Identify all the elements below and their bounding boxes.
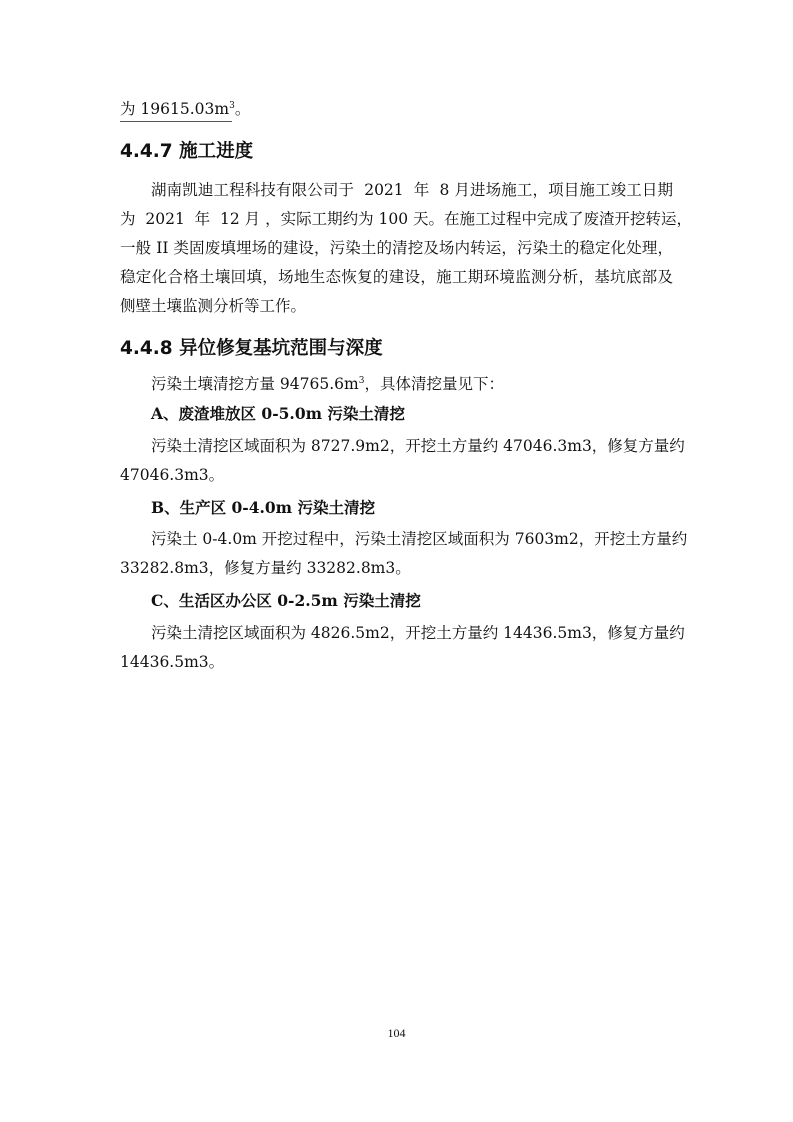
part-b-title: B、生产区 0-4.0m 污染土清挖 bbox=[151, 498, 375, 517]
paragraph-line-1 bbox=[151, 180, 673, 200]
paragraph-line-3-text: 一般 II 类固废填埋场的建设，污染土的清挖及场内转运，污染土的稳定化处理， bbox=[120, 239, 673, 257]
paragraph-line-5: 侧壁土壤监测分析等工作。 bbox=[120, 297, 307, 315]
part-b-line-2: 33282.8m3，修复方量约 33282.8m3。 bbox=[120, 559, 411, 577]
paragraph-line-4 bbox=[120, 267, 673, 287]
part-b-line-1 bbox=[151, 529, 688, 549]
part-a-line-1-text: 污染土清挖区域面积为 8727.9m2，开挖土方量约 47046.3m3，修复方量约 bbox=[151, 437, 685, 455]
part-a-line-1 bbox=[151, 436, 685, 456]
carryover-end: 。 bbox=[234, 100, 251, 118]
carryover-text: 为 19615.03m bbox=[120, 100, 230, 118]
part-a-title: A、废渣堆放区 0-5.0m 污染土清挖 bbox=[151, 404, 405, 423]
page-number: 104 bbox=[387, 1026, 406, 1040]
carryover-underline bbox=[120, 121, 232, 122]
paragraph-line-4-text: 稳定化合格土壤回填，场地生态恢复的建设，施工期环境监测分析，基坑底部及 bbox=[120, 268, 673, 286]
paragraph-line-2 bbox=[120, 209, 693, 229]
section-heading-4-4-8: 4.4.8 异位修复基坑范围与深度 bbox=[120, 338, 383, 359]
carryover-line bbox=[120, 99, 250, 119]
intro-superscript: 3 bbox=[358, 376, 365, 386]
carryover-superscript: 3 bbox=[229, 101, 235, 111]
part-c-title: C、生活区办公区 0-2.5m 污染土清挖 bbox=[151, 591, 421, 610]
part-a-line-2: 47046.3m3。 bbox=[120, 466, 225, 484]
paragraph-line-1-text: 湖南凯迪工程科技有限公司于 2021 年 8 月进场施工，项目施工竣工日期 bbox=[151, 181, 673, 199]
intro-end: ，具体清挖量见下： bbox=[364, 375, 504, 393]
part-c-line-1 bbox=[151, 623, 685, 643]
part-b-line-1-text: 污染土 0-4.0m 开挖过程中，污染土清挖区域面积为 7603m2，开挖土方量约 bbox=[151, 530, 688, 548]
part-c-line-2: 14436.5m3。 bbox=[120, 653, 225, 671]
intro-text: 污染土壤清挖方量 94765.6m bbox=[151, 375, 359, 393]
paragraph-line-2-text: 为 2021 年 12 月 ，实际工期约为 100 天。在施工过程中完成了废渣开挖转运， bbox=[120, 210, 693, 228]
section-heading-4-4-7: 4.4.7 施工进度 bbox=[120, 141, 254, 162]
paragraph-line-3 bbox=[120, 238, 673, 258]
part-c-line-1-text: 污染土清挖区域面积为 4826.5m2，开挖土方量约 14436.5m3，修复方量约 bbox=[151, 624, 685, 642]
intro-line bbox=[151, 374, 504, 394]
